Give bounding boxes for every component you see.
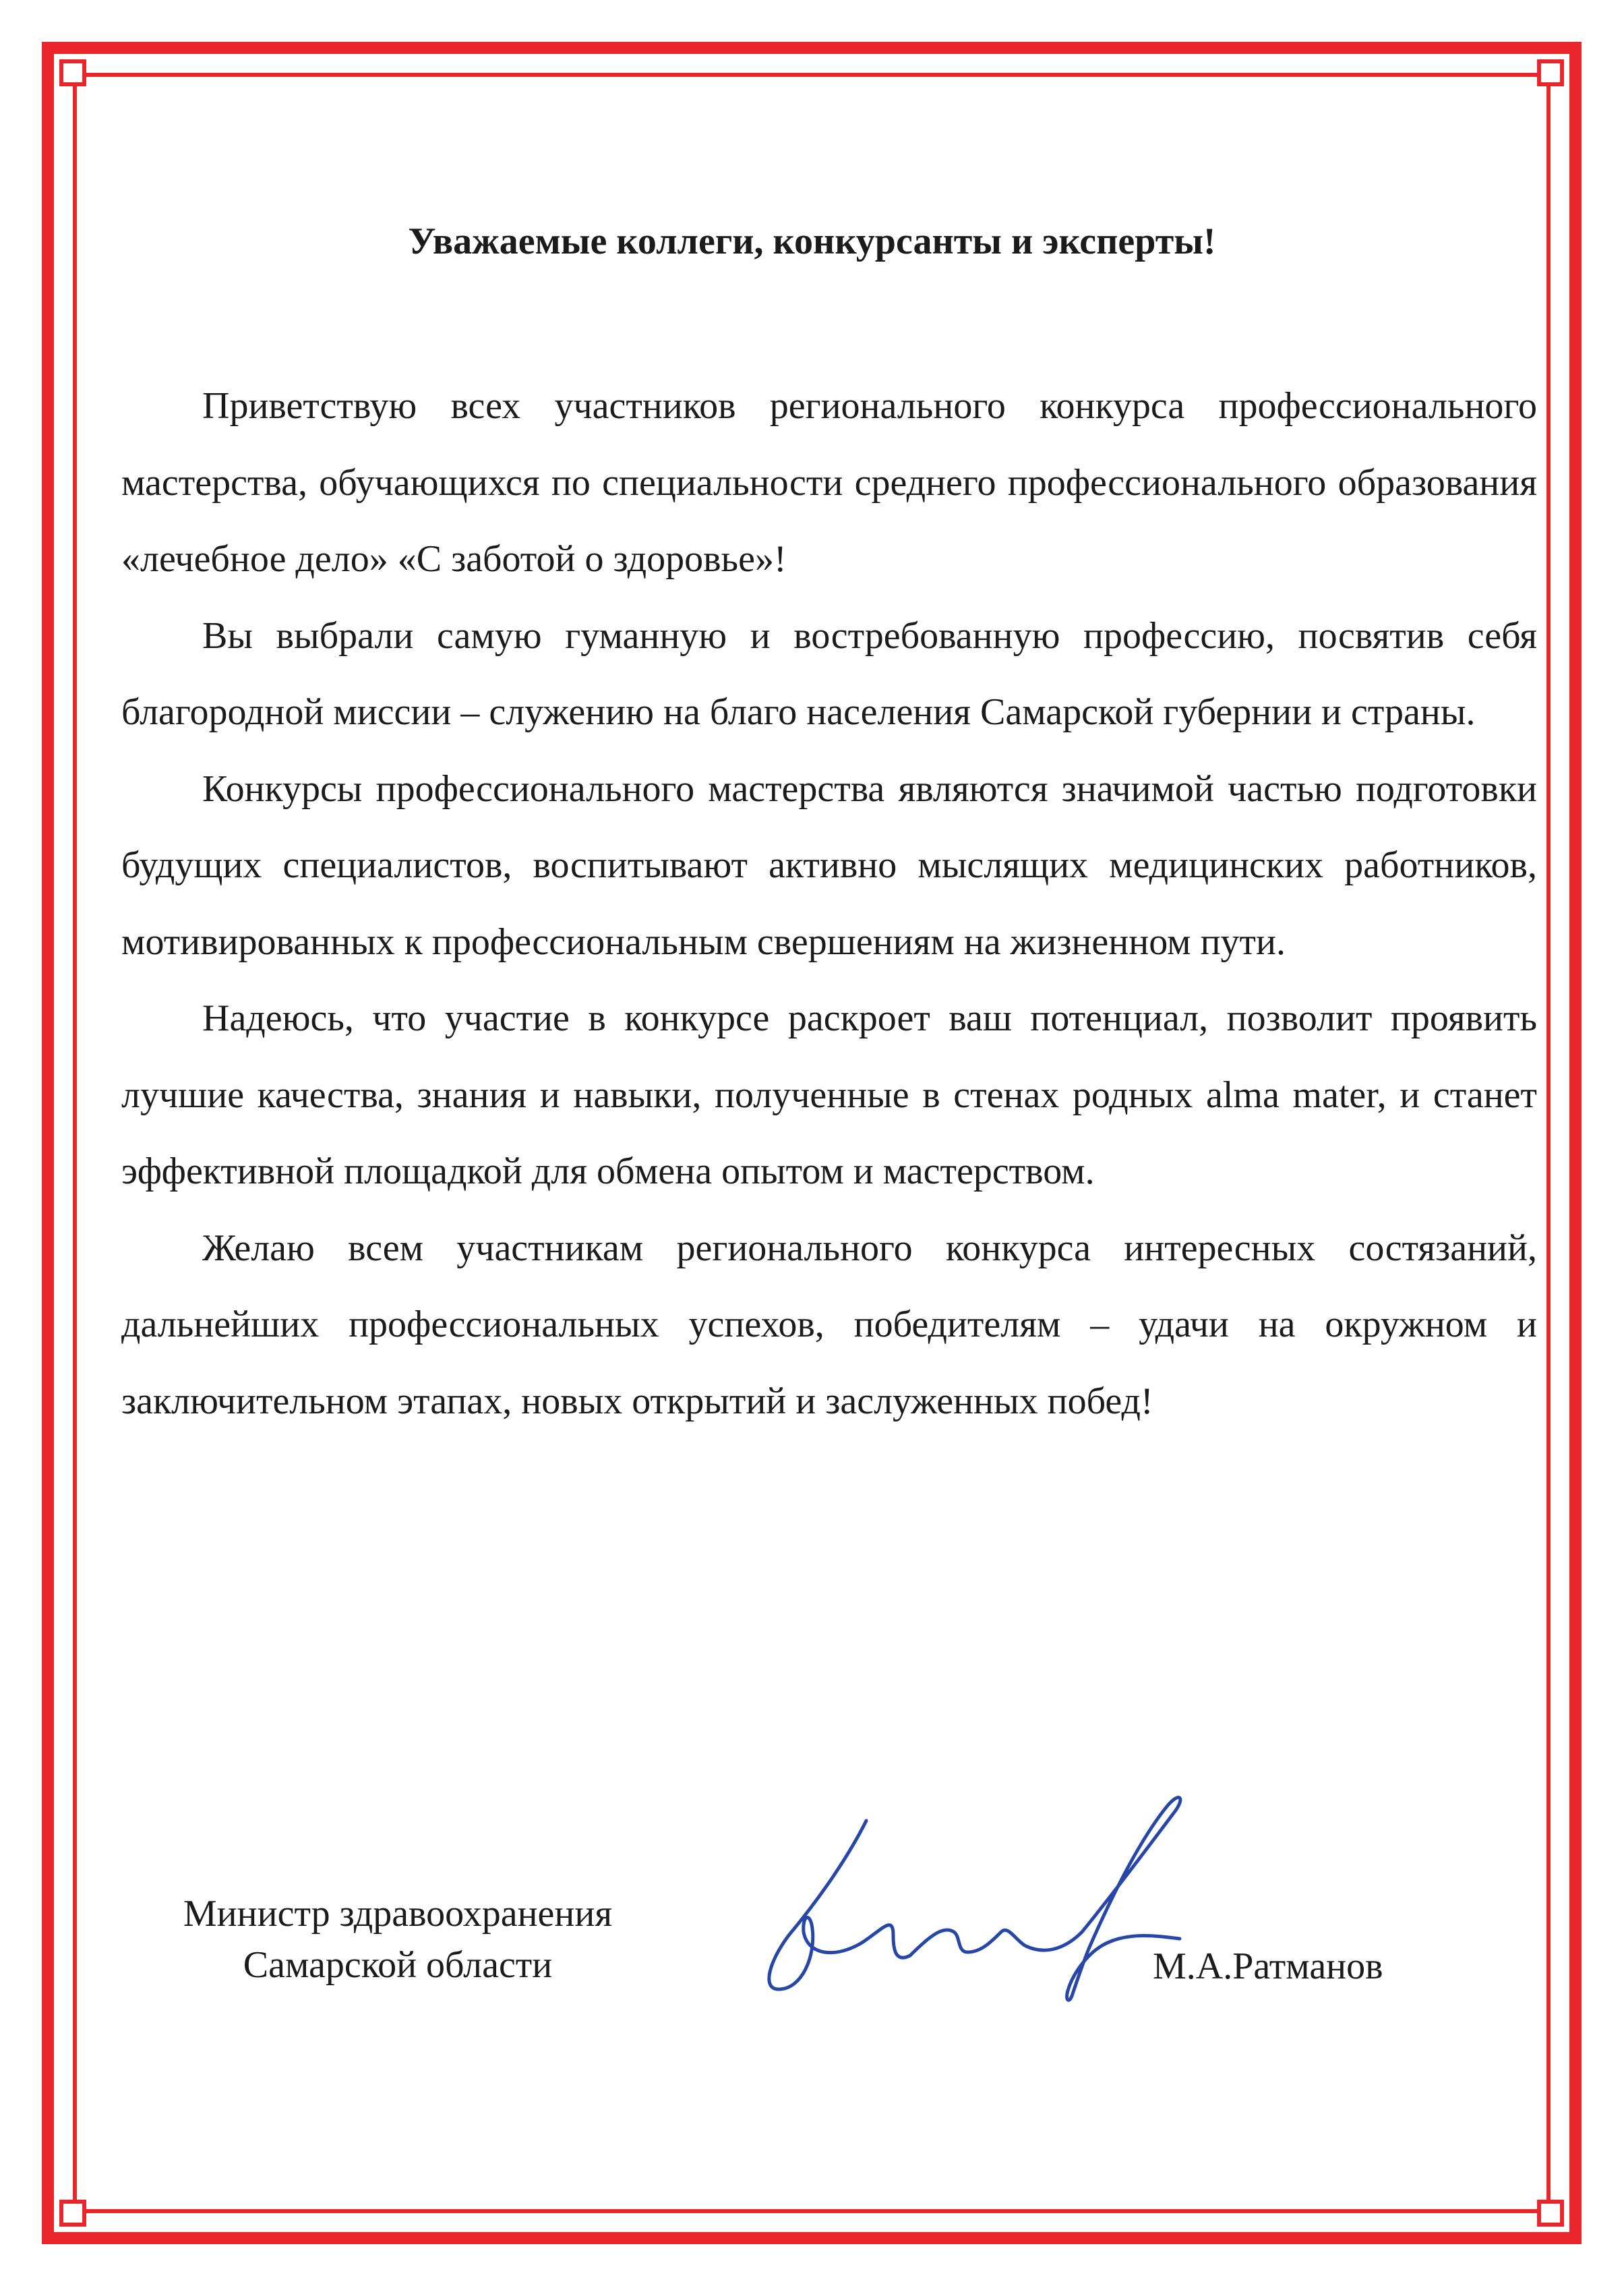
signatory-position <box>108 1888 688 1991</box>
frame-corner-top-right <box>1537 59 1564 86</box>
signature-stroke-2 <box>910 1930 1082 1956</box>
signatory-position-line-2: Самарской области <box>243 1944 553 1986</box>
letter-body <box>121 368 1537 1440</box>
letter-greeting: Уважаемые коллеги, конкурсанты и эксперты! <box>408 221 1216 262</box>
paragraph-hope: Надеюсь, что участие в конкурсе раскроет ваш потенциал, позволит проявить лучшие качества, знания и навыки, полученные в стенах родных alma mater, и станет эффективной площадкой для обмена опытом и мастерством. <box>121 997 1537 1192</box>
frame-corner-bottom-left <box>59 2200 86 2227</box>
signature-stroke-1 <box>769 1821 910 1989</box>
frame-corner-bottom-right <box>1537 2200 1564 2227</box>
paragraph-welcome: Приветствую всех участников регионального конкурса профессионального мастерства, обучающихся по специальности среднего профессионального образования «лечебное дело» «С заботой о здоровье»! <box>121 385 1537 580</box>
signatory-name: М.А.Ратманов <box>1153 1945 1383 1987</box>
paragraph-profession: Вы выбрали самую гуманную и востребованную профессию, посвятив себя благородной миссии – служению на благо населения Самарской губернии и страны. <box>121 614 1537 733</box>
frame-corner-top-left <box>59 59 86 86</box>
paragraph-wishes: Желаю всем участникам регионального конкурса интересных состязаний, дальнейших профессиональных успехов, победителям – удачи на окружном и заключительном этапах, новых открытий и заслуженных побед! <box>121 1227 1537 1422</box>
signatory-position-line-1: Министр здравоохранения <box>183 1893 613 1935</box>
paragraph-contests: Конкурсы профессионального мастерства являются значимой частью подготовки будущих специалистов, воспитывают активно мыслящих медицинских работников, мотивированных к профессиональным свершениям на жизненном пути. <box>121 767 1537 963</box>
